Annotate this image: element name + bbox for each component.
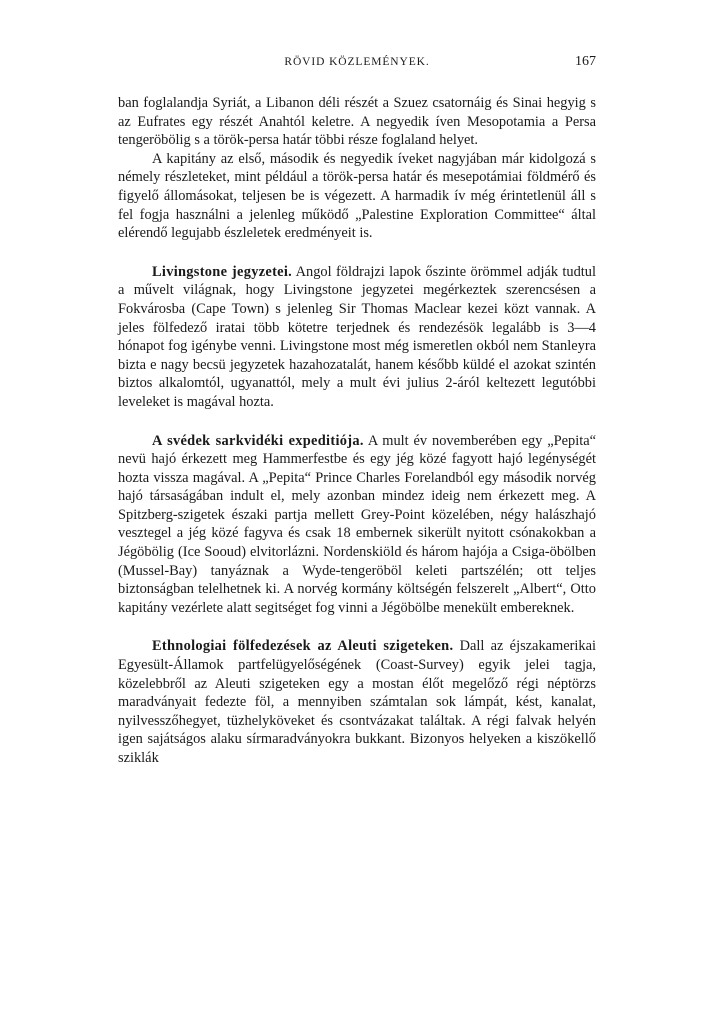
section-aleutian-discoveries (118, 637, 596, 767)
body-text (118, 94, 596, 768)
section-title: A svédek sarkvidéki expeditiója. (152, 432, 364, 449)
section-swedish-expedition (118, 432, 596, 618)
section-text: Dall az éjszakamerikai Egyesült-Államok partfelügyelőségének (Coast-Survey) egyik jelei tagja, közelebbről az Aleuti szigeteken egy a mostan élőt megelőző régi néptörzs maradványait fedezte föl, a mennyiben számtalan sok lámpát, kést, kanalat, nyilvesszőhegyet, tüzhelyköveket és csontvázakat találtak. A régi falvak helyén igen sajátságos alaku sírmaradványokra bukkant. Bizonyos helyeken a kiszökellő sziklák (118, 638, 596, 766)
paragraph-intro-2: A kapitány az első, második és negyedik íveket nagyjában már kidolgozá s némely részleteket, mint például a török-persa határ és mesepotámiai földmérő és figyelő állomásokat, teljesen be is végezett. A harmadik ív még érintetlenül áll s fel fogja használni a jelenleg működő „Palestine Exploration Committee“ által elérendő legujabb észleletek eredményeit is. (118, 150, 596, 242)
section-livingstone (118, 263, 596, 412)
paragraph-intro-1: ban foglalandja Syriát, a Libanon déli részét a Szuez csatornáig és Sinai hegyig s az Eufrates egy részét Anahtól keletre. A negyedik íven Mesopotamia a Persa tengeröbölig s a török-persa határ többi része foglaland helyet. (118, 95, 596, 149)
header-title: RÖVID KÖZLEMÉNYEK. (284, 56, 430, 68)
section-text: Angol földrajzi lapok őszinte örömmel adják tudtul a művelt világnak, hogy Livingstone jegyzetei megérkeztek szerencsésen a Fokvárosba (Cape Town) s jelenleg Sir Thomas Maclear kezei közt vannak. A jeles fölfedező iratai több kötetre terjednek és rendezésök legalább is 3—4 hónapot fog igénybe venni. Livingstone most még ismeretlen okból nem Stanleyra bizta e nagy becsü jegyzetek hazahozatalát, hanem később küldé el azokat szintén biztos alkalomtól, ugyanattól, mely a mult évi julius 2-áról keltezett legutóbbi leveleket is magával hozta. (118, 263, 596, 410)
running-header (118, 52, 596, 76)
section-title: Ethnologiai fölfedezések az Aleuti szigeteken. (152, 638, 454, 655)
section-text: A mult év novemberében egy „Pepita“ nevü hajó érkezett meg Hammerfestbe és egy jég közé fagyott hajó legénységét hozta vissza magával. A „Pepita“ Prince Charles Forelandból egy második norvég hajó társaságában indult el, mely azonban mindez ideig nem érkezett meg. A Spitzberg-szigetek északi partja mellett Grey-Point közelében, négy halászhajó vesztegel a jég közé fagyva és csak 18 embernek sikerült nyitott csónakokban a Jégöbölig (Ice Sooud) elvitorlázni. Nordenskiöld és három hajója a Csiga-öbölben (Mussel-Bay) tanyáznak a Wyde-tengeröböl keleti partszélén; ott teljes biztonságban telelhetnek ki. A norvég kormány költségén felszerelt „Albert“, Otto kapitány vezérlete alatt segitséget fog vinni a Jégöbölbe menekült embereknek. (118, 432, 596, 616)
section-title: Livingstone jegyzetei. (152, 263, 293, 280)
page-number: 167 (575, 54, 596, 69)
